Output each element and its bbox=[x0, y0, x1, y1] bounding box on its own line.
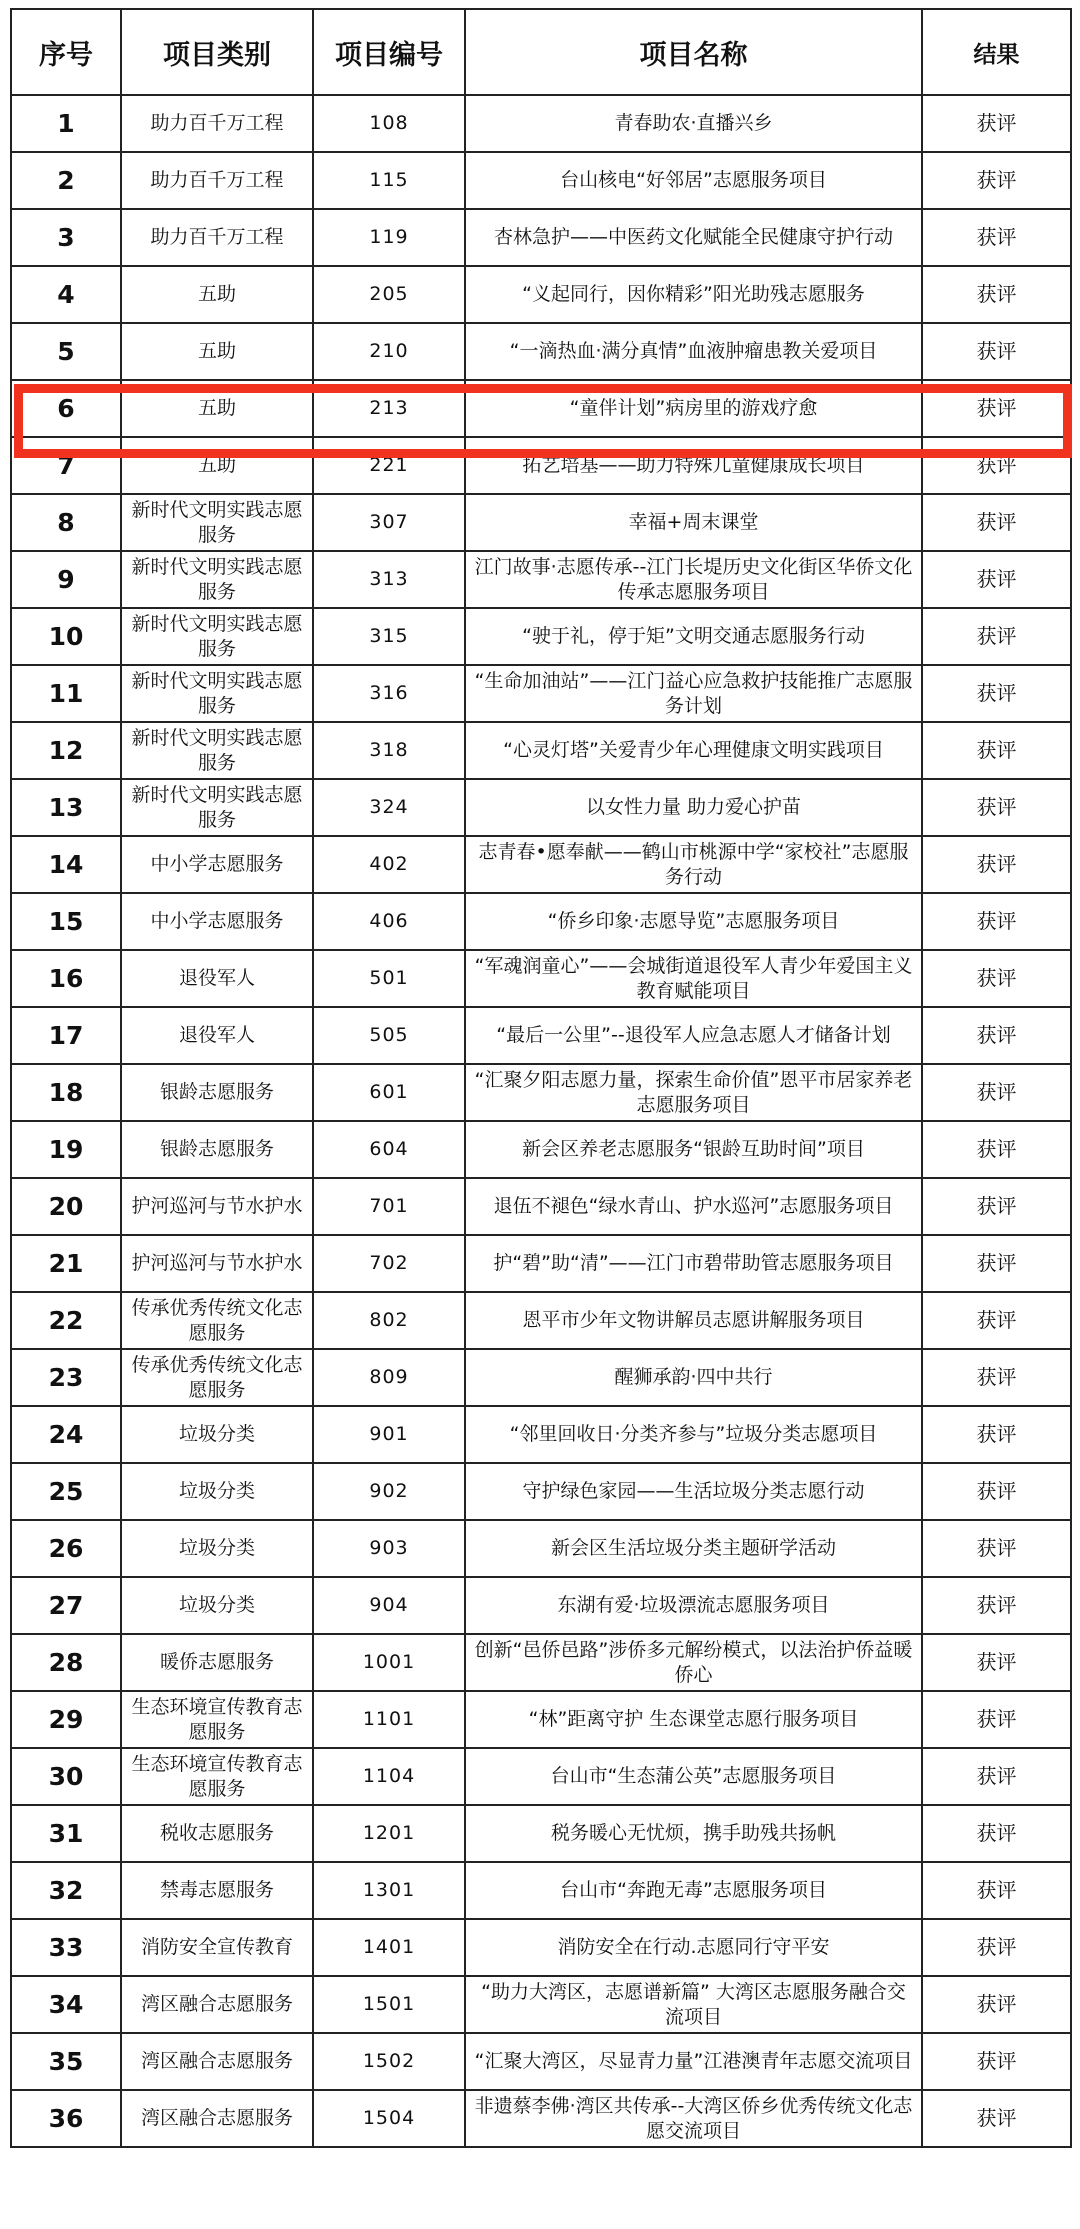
cell-category: 五助 bbox=[121, 266, 313, 323]
cell-number: 24 bbox=[11, 1406, 121, 1463]
cell-code: 210 bbox=[313, 323, 465, 380]
cell-category: 新时代文明实践志愿服务 bbox=[121, 494, 313, 551]
cell-code: 701 bbox=[313, 1178, 465, 1235]
cell-code: 318 bbox=[313, 722, 465, 779]
cell-code: 601 bbox=[313, 1064, 465, 1121]
cell-category: 传承优秀传统文化志愿服务 bbox=[121, 1292, 313, 1349]
cell-code: 1101 bbox=[313, 1691, 465, 1748]
header-result: 结果 bbox=[922, 9, 1071, 95]
cell-result: 获评 bbox=[922, 1805, 1071, 1862]
cell-result: 获评 bbox=[922, 95, 1071, 152]
cell-number: 12 bbox=[11, 722, 121, 779]
table-row bbox=[11, 665, 1071, 722]
cell-number: 2 bbox=[11, 152, 121, 209]
cell-name: 拓艺培基——助力特殊儿童健康成长项目 bbox=[465, 437, 922, 494]
cell-category: 湾区融合志愿服务 bbox=[121, 2090, 313, 2147]
cell-result: 获评 bbox=[922, 1292, 1071, 1349]
cell-result: 获评 bbox=[922, 1007, 1071, 1064]
cell-result: 获评 bbox=[922, 1976, 1071, 2033]
cell-name: “心灵灯塔”关爱青少年心理健康文明实践项目 bbox=[465, 722, 922, 779]
table-row bbox=[11, 437, 1071, 494]
table-row bbox=[11, 95, 1071, 152]
cell-name: 台山市“奔跑无毒”志愿服务项目 bbox=[465, 1862, 922, 1919]
cell-category: 垃圾分类 bbox=[121, 1577, 313, 1634]
table-row bbox=[11, 950, 1071, 1007]
cell-name: “一滴热血·满分真情”血液肿瘤患教关爱项目 bbox=[465, 323, 922, 380]
table-row bbox=[11, 1064, 1071, 1121]
cell-code: 903 bbox=[313, 1520, 465, 1577]
header-name: 项目名称 bbox=[465, 9, 922, 95]
cell-number: 18 bbox=[11, 1064, 121, 1121]
table-row bbox=[11, 1577, 1071, 1634]
table-row bbox=[11, 551, 1071, 608]
cell-category: 垃圾分类 bbox=[121, 1406, 313, 1463]
cell-number: 15 bbox=[11, 893, 121, 950]
cell-category: 新时代文明实践志愿服务 bbox=[121, 551, 313, 608]
table-row bbox=[11, 1919, 1071, 1976]
cell-number: 33 bbox=[11, 1919, 121, 1976]
table-row bbox=[11, 1406, 1071, 1463]
cell-category: 新时代文明实践志愿服务 bbox=[121, 722, 313, 779]
table-row bbox=[11, 1748, 1071, 1805]
cell-category: 新时代文明实践志愿服务 bbox=[121, 608, 313, 665]
cell-number: 31 bbox=[11, 1805, 121, 1862]
cell-name: 退伍不褪色“绿水青山、护水巡河”志愿服务项目 bbox=[465, 1178, 922, 1235]
table-row bbox=[11, 380, 1071, 437]
cell-name: 台山市“生态蒲公英”志愿服务项目 bbox=[465, 1748, 922, 1805]
table-row bbox=[11, 152, 1071, 209]
cell-category: 五助 bbox=[121, 437, 313, 494]
table-row bbox=[11, 779, 1071, 836]
cell-name: “童伴计划”病房里的游戏疗愈 bbox=[465, 380, 922, 437]
cell-number: 26 bbox=[11, 1520, 121, 1577]
table-body bbox=[11, 95, 1071, 2147]
cell-code: 402 bbox=[313, 836, 465, 893]
cell-code: 501 bbox=[313, 950, 465, 1007]
cell-result: 获评 bbox=[922, 608, 1071, 665]
table-row bbox=[11, 323, 1071, 380]
cell-code: 1401 bbox=[313, 1919, 465, 1976]
cell-result: 获评 bbox=[922, 551, 1071, 608]
cell-category: 银龄志愿服务 bbox=[121, 1121, 313, 1178]
cell-result: 获评 bbox=[922, 380, 1071, 437]
table-row bbox=[11, 2033, 1071, 2090]
cell-code: 802 bbox=[313, 1292, 465, 1349]
cell-result: 获评 bbox=[922, 1235, 1071, 1292]
cell-code: 1502 bbox=[313, 2033, 465, 2090]
table-row bbox=[11, 2090, 1071, 2147]
cell-number: 14 bbox=[11, 836, 121, 893]
cell-category: 中小学志愿服务 bbox=[121, 836, 313, 893]
cell-number: 21 bbox=[11, 1235, 121, 1292]
cell-category: 生态环境宣传教育志愿服务 bbox=[121, 1691, 313, 1748]
table-row bbox=[11, 722, 1071, 779]
cell-category: 护河巡河与节水护水 bbox=[121, 1178, 313, 1235]
cell-name: 幸福+周末课堂 bbox=[465, 494, 922, 551]
cell-name: 税务暖心无忧烦，携手助残共扬帆 bbox=[465, 1805, 922, 1862]
cell-code: 119 bbox=[313, 209, 465, 266]
cell-category: 五助 bbox=[121, 323, 313, 380]
cell-result: 获评 bbox=[922, 722, 1071, 779]
cell-number: 11 bbox=[11, 665, 121, 722]
cell-name: “助力大湾区，志愿谱新篇” 大湾区志愿服务融合交流项目 bbox=[465, 1976, 922, 2033]
cell-name: 青春助农·直播兴乡 bbox=[465, 95, 922, 152]
table-row bbox=[11, 608, 1071, 665]
table-row bbox=[11, 1520, 1071, 1577]
cell-code: 1001 bbox=[313, 1634, 465, 1691]
header-category: 项目类别 bbox=[121, 9, 313, 95]
cell-number: 30 bbox=[11, 1748, 121, 1805]
cell-code: 1504 bbox=[313, 2090, 465, 2147]
results-table bbox=[10, 8, 1072, 2148]
cell-result: 获评 bbox=[922, 1748, 1071, 1805]
cell-number: 17 bbox=[11, 1007, 121, 1064]
table-row bbox=[11, 893, 1071, 950]
cell-number: 28 bbox=[11, 1634, 121, 1691]
cell-category: 生态环境宣传教育志愿服务 bbox=[121, 1748, 313, 1805]
cell-code: 901 bbox=[313, 1406, 465, 1463]
cell-result: 获评 bbox=[922, 494, 1071, 551]
cell-result: 获评 bbox=[922, 323, 1071, 380]
cell-name: 护“碧”助“清”——江门市碧带助管志愿服务项目 bbox=[465, 1235, 922, 1292]
cell-name: “最后一公里”--退役军人应急志愿人才储备计划 bbox=[465, 1007, 922, 1064]
cell-name: 台山核电“好邻居”志愿服务项目 bbox=[465, 152, 922, 209]
cell-code: 205 bbox=[313, 266, 465, 323]
cell-number: 16 bbox=[11, 950, 121, 1007]
cell-code: 406 bbox=[313, 893, 465, 950]
cell-name: 东湖有爱·垃圾漂流志愿服务项目 bbox=[465, 1577, 922, 1634]
cell-category: 中小学志愿服务 bbox=[121, 893, 313, 950]
cell-code: 604 bbox=[313, 1121, 465, 1178]
header-no: 序号 bbox=[11, 9, 121, 95]
cell-code: 313 bbox=[313, 551, 465, 608]
cell-name: 新会区生活垃圾分类主题研学活动 bbox=[465, 1520, 922, 1577]
cell-result: 获评 bbox=[922, 437, 1071, 494]
header-code: 项目编号 bbox=[313, 9, 465, 95]
cell-code: 316 bbox=[313, 665, 465, 722]
cell-category: 新时代文明实践志愿服务 bbox=[121, 779, 313, 836]
cell-category: 垃圾分类 bbox=[121, 1463, 313, 1520]
cell-result: 获评 bbox=[922, 1178, 1071, 1235]
header-row bbox=[11, 9, 1071, 95]
cell-code: 902 bbox=[313, 1463, 465, 1520]
cell-category: 五助 bbox=[121, 380, 313, 437]
cell-name: “汇聚大湾区，尽显青力量”江港澳青年志愿交流项目 bbox=[465, 2033, 922, 2090]
table-row bbox=[11, 1862, 1071, 1919]
cell-result: 获评 bbox=[922, 779, 1071, 836]
cell-number: 3 bbox=[11, 209, 121, 266]
cell-result: 获评 bbox=[922, 1121, 1071, 1178]
cell-number: 9 bbox=[11, 551, 121, 608]
cell-number: 35 bbox=[11, 2033, 121, 2090]
cell-result: 获评 bbox=[922, 1691, 1071, 1748]
cell-category: 护河巡河与节水护水 bbox=[121, 1235, 313, 1292]
cell-code: 115 bbox=[313, 152, 465, 209]
cell-name: 非遗蔡李佛·湾区共传承--大湾区侨乡优秀传统文化志愿交流项目 bbox=[465, 2090, 922, 2147]
cell-result: 获评 bbox=[922, 152, 1071, 209]
table-row bbox=[11, 209, 1071, 266]
table-row bbox=[11, 266, 1071, 323]
cell-result: 获评 bbox=[922, 2090, 1071, 2147]
cell-number: 13 bbox=[11, 779, 121, 836]
table-row bbox=[11, 836, 1071, 893]
table-row bbox=[11, 1634, 1071, 1691]
table-row bbox=[11, 1121, 1071, 1178]
cell-result: 获评 bbox=[922, 893, 1071, 950]
cell-code: 904 bbox=[313, 1577, 465, 1634]
cell-code: 221 bbox=[313, 437, 465, 494]
table-row bbox=[11, 1349, 1071, 1406]
cell-number: 34 bbox=[11, 1976, 121, 2033]
table-row bbox=[11, 494, 1071, 551]
cell-name: “驶于礼，停于矩”文明交通志愿服务行动 bbox=[465, 608, 922, 665]
cell-code: 324 bbox=[313, 779, 465, 836]
cell-code: 809 bbox=[313, 1349, 465, 1406]
cell-name: 消防安全在行动.志愿同行守平安 bbox=[465, 1919, 922, 1976]
cell-result: 获评 bbox=[922, 1064, 1071, 1121]
cell-category: 湾区融合志愿服务 bbox=[121, 1976, 313, 2033]
cell-category: 银龄志愿服务 bbox=[121, 1064, 313, 1121]
cell-result: 获评 bbox=[922, 1406, 1071, 1463]
cell-category: 垃圾分类 bbox=[121, 1520, 313, 1577]
cell-category: 助力百千万工程 bbox=[121, 152, 313, 209]
cell-name: “义起同行，因你精彩”阳光助残志愿服务 bbox=[465, 266, 922, 323]
cell-number: 7 bbox=[11, 437, 121, 494]
cell-name: 新会区养老志愿服务“银龄互助时间”项目 bbox=[465, 1121, 922, 1178]
cell-result: 获评 bbox=[922, 1349, 1071, 1406]
cell-name: 志青春•愿奉献——鹤山市桃源中学“家校社”志愿服务行动 bbox=[465, 836, 922, 893]
cell-category: 税收志愿服务 bbox=[121, 1805, 313, 1862]
cell-number: 5 bbox=[11, 323, 121, 380]
cell-code: 505 bbox=[313, 1007, 465, 1064]
cell-category: 湾区融合志愿服务 bbox=[121, 2033, 313, 2090]
table-row bbox=[11, 1292, 1071, 1349]
cell-category: 退役军人 bbox=[121, 950, 313, 1007]
cell-number: 32 bbox=[11, 1862, 121, 1919]
cell-category: 传承优秀传统文化志愿服务 bbox=[121, 1349, 313, 1406]
cell-result: 获评 bbox=[922, 665, 1071, 722]
cell-code: 213 bbox=[313, 380, 465, 437]
cell-number: 4 bbox=[11, 266, 121, 323]
cell-result: 获评 bbox=[922, 1463, 1071, 1520]
cell-number: 10 bbox=[11, 608, 121, 665]
cell-result: 获评 bbox=[922, 1577, 1071, 1634]
cell-number: 29 bbox=[11, 1691, 121, 1748]
cell-category: 助力百千万工程 bbox=[121, 95, 313, 152]
cell-result: 获评 bbox=[922, 1520, 1071, 1577]
cell-number: 36 bbox=[11, 2090, 121, 2147]
cell-category: 助力百千万工程 bbox=[121, 209, 313, 266]
cell-name: 醒狮承韵·四中共行 bbox=[465, 1349, 922, 1406]
table-row bbox=[11, 1463, 1071, 1520]
cell-name: “邻里回收日·分类齐参与”垃圾分类志愿项目 bbox=[465, 1406, 922, 1463]
cell-result: 获评 bbox=[922, 1634, 1071, 1691]
cell-name: “林”距离守护 生态课堂志愿行服务项目 bbox=[465, 1691, 922, 1748]
cell-category: 消防安全宣传教育 bbox=[121, 1919, 313, 1976]
cell-name: 江门故事·志愿传承--江门长堤历史文化街区华侨文化传承志愿服务项目 bbox=[465, 551, 922, 608]
cell-name: “军魂润童心”——会城街道退役军人青少年爱国主义教育赋能项目 bbox=[465, 950, 922, 1007]
cell-number: 1 bbox=[11, 95, 121, 152]
cell-name: 以女性力量 助力爱心护苗 bbox=[465, 779, 922, 836]
cell-code: 315 bbox=[313, 608, 465, 665]
cell-result: 获评 bbox=[922, 266, 1071, 323]
cell-category: 禁毒志愿服务 bbox=[121, 1862, 313, 1919]
cell-number: 20 bbox=[11, 1178, 121, 1235]
cell-name: 杏林急护——中医药文化赋能全民健康守护行动 bbox=[465, 209, 922, 266]
cell-result: 获评 bbox=[922, 2033, 1071, 2090]
cell-category: 暖侨志愿服务 bbox=[121, 1634, 313, 1691]
cell-number: 22 bbox=[11, 1292, 121, 1349]
cell-code: 1201 bbox=[313, 1805, 465, 1862]
cell-name: 恩平市少年文物讲解员志愿讲解服务项目 bbox=[465, 1292, 922, 1349]
cell-number: 25 bbox=[11, 1463, 121, 1520]
cell-code: 307 bbox=[313, 494, 465, 551]
cell-code: 1104 bbox=[313, 1748, 465, 1805]
cell-number: 6 bbox=[11, 380, 121, 437]
cell-result: 获评 bbox=[922, 209, 1071, 266]
table-row bbox=[11, 1007, 1071, 1064]
table-row bbox=[11, 1805, 1071, 1862]
cell-result: 获评 bbox=[922, 950, 1071, 1007]
cell-category: 新时代文明实践志愿服务 bbox=[121, 665, 313, 722]
cell-name: 守护绿色家园——生活垃圾分类志愿行动 bbox=[465, 1463, 922, 1520]
cell-number: 27 bbox=[11, 1577, 121, 1634]
table-row bbox=[11, 1235, 1071, 1292]
cell-number: 19 bbox=[11, 1121, 121, 1178]
table-row bbox=[11, 1976, 1071, 2033]
cell-result: 获评 bbox=[922, 1862, 1071, 1919]
cell-result: 获评 bbox=[922, 836, 1071, 893]
cell-name: “汇聚夕阳志愿力量，探索生命价值”恩平市居家养老志愿服务项目 bbox=[465, 1064, 922, 1121]
cell-name: “侨乡印象·志愿导览”志愿服务项目 bbox=[465, 893, 922, 950]
cell-number: 23 bbox=[11, 1349, 121, 1406]
cell-code: 702 bbox=[313, 1235, 465, 1292]
cell-code: 1501 bbox=[313, 1976, 465, 2033]
cell-category: 退役军人 bbox=[121, 1007, 313, 1064]
cell-code: 1301 bbox=[313, 1862, 465, 1919]
cell-name: “生命加油站”——江门益心应急救护技能推广志愿服务计划 bbox=[465, 665, 922, 722]
cell-result: 获评 bbox=[922, 1919, 1071, 1976]
table-row bbox=[11, 1178, 1071, 1235]
cell-code: 108 bbox=[313, 95, 465, 152]
table-row bbox=[11, 1691, 1071, 1748]
cell-name: 创新“邑侨邑路”涉侨多元解纷模式，以法治护侨益暖侨心 bbox=[465, 1634, 922, 1691]
cell-number: 8 bbox=[11, 494, 121, 551]
